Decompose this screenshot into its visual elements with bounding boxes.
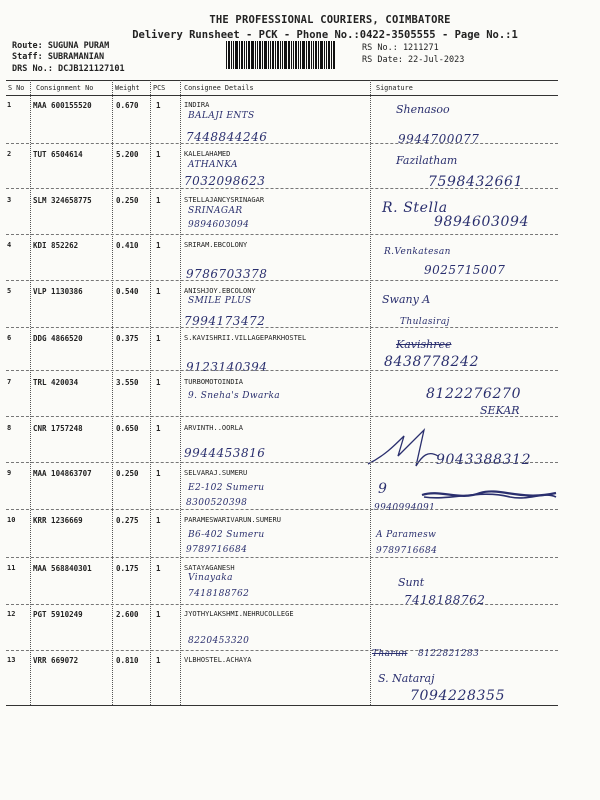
rs-date: RS Date: 22-Jul-2023 xyxy=(362,55,465,65)
consignee-name: SELVARAJ.SUMERU xyxy=(184,469,248,477)
handwritten-signature: R. Stella xyxy=(382,200,448,216)
pcs-value: 1 xyxy=(156,469,161,478)
barcode-bar xyxy=(268,41,269,69)
handwritten-phone: 9944453816 xyxy=(184,446,266,460)
weight-value: 0.275 xyxy=(116,516,139,525)
consignment-number: TRL 420034 xyxy=(33,378,79,387)
handwritten-signature-phone: 7418188762 xyxy=(404,593,486,607)
barcode-bar xyxy=(239,41,240,69)
row-sno: 13 xyxy=(7,656,16,664)
handwritten-signature: Swany A xyxy=(382,293,431,306)
column-header-consignment: Consignment No xyxy=(36,84,94,92)
column-divider xyxy=(30,80,31,705)
handwritten-signature-phone: 9944700077 xyxy=(398,132,480,146)
barcode xyxy=(226,41,356,69)
row-sno: 12 xyxy=(7,610,16,618)
row-divider xyxy=(6,604,558,605)
consignment-number: PGT 5910249 xyxy=(33,610,83,619)
column-divider xyxy=(150,80,151,705)
scratched-out-number xyxy=(420,487,560,503)
handwritten-signature: 9 xyxy=(378,481,388,497)
row-divider xyxy=(6,143,558,144)
row-divider xyxy=(6,462,558,463)
row-sno: 5 xyxy=(7,287,12,295)
handwritten-signature: Kavishree xyxy=(396,338,452,351)
barcode-bar xyxy=(318,41,319,69)
barcode-bar xyxy=(270,41,271,69)
barcode-bar xyxy=(282,41,283,69)
consignee-name: TURBOMOTOINDIA xyxy=(184,378,244,386)
handwritten-signature-phone: 8122276270 xyxy=(426,386,522,402)
handwritten-phone: 9894603094 xyxy=(188,220,250,230)
handwritten-phone: 8300520398 xyxy=(186,498,248,508)
pcs-value: 1 xyxy=(156,196,161,205)
handwritten-address: Vinayaka xyxy=(188,573,233,583)
row-sno: 10 xyxy=(7,516,16,524)
handwritten-phone: 9786703378 xyxy=(186,267,268,281)
column-header-pcs: PCS xyxy=(153,84,166,92)
barcode-bar xyxy=(246,41,247,69)
pcs-value: 1 xyxy=(156,241,161,250)
pcs-value: 1 xyxy=(156,610,161,619)
consignee-name: VLBHOSTEL.ACHAYA xyxy=(184,656,252,664)
consignee-name: ARVINTH..OORLA xyxy=(184,424,244,432)
handwritten-phone: 7994173472 xyxy=(184,314,266,328)
handwritten-phone: 7032098623 xyxy=(184,174,266,188)
barcode-bar xyxy=(262,41,263,69)
barcode-bar xyxy=(264,41,267,69)
barcode-bar xyxy=(302,41,305,69)
weight-value: 0.410 xyxy=(116,241,139,250)
row-sno: 2 xyxy=(7,150,12,158)
barcode-bar xyxy=(306,41,307,69)
column-divider xyxy=(112,80,113,705)
pcs-value: 1 xyxy=(156,564,161,573)
barcode-bar xyxy=(272,41,274,69)
row-sno: 6 xyxy=(7,334,12,342)
table-top-border xyxy=(6,80,558,81)
barcode-bar xyxy=(235,41,238,69)
consignee-name: PARAMESWARIVARUN.SUMERU xyxy=(184,516,281,524)
row-sno: 4 xyxy=(7,241,12,249)
barcode-bar xyxy=(300,41,301,69)
barcode-bar xyxy=(326,41,327,69)
barcode-bar xyxy=(293,41,294,69)
handwritten-address: ATHANKA xyxy=(188,160,238,170)
handwritten-address: SRINAGAR xyxy=(188,206,243,216)
pcs-value: 1 xyxy=(156,516,161,525)
handwritten-address: SMILE PLUS xyxy=(188,296,252,306)
consignment-number: KDI 852262 xyxy=(33,241,79,250)
weight-value: 3.550 xyxy=(116,378,139,387)
consignment-number: TUT 6504614 xyxy=(33,150,83,159)
column-header-consignee: Consignee Details xyxy=(184,84,254,92)
handwritten-signature: Shenasoo xyxy=(396,103,450,116)
pcs-value: 1 xyxy=(156,656,161,665)
pcs-value: 1 xyxy=(156,150,161,159)
column-header-weight: Weight xyxy=(115,84,140,92)
handwritten-signature: Fazilatham xyxy=(396,154,458,167)
barcode-bar xyxy=(244,41,245,69)
pcs-value: 1 xyxy=(156,287,161,296)
handwritten-signature-phone: 9789716684 xyxy=(376,546,438,556)
table-bottom-border xyxy=(6,705,558,706)
row-sno: 11 xyxy=(7,564,16,572)
row-divider xyxy=(6,370,558,371)
row-divider xyxy=(6,327,558,328)
row-divider xyxy=(6,416,558,417)
drs-number: DRS No.: DCJB121127101 xyxy=(12,64,125,74)
column-header-signature: Signature xyxy=(376,84,413,92)
handwritten-signature-phone: 7598432661 xyxy=(428,174,524,190)
barcode-bar xyxy=(257,41,258,69)
barcode-bar xyxy=(228,41,230,69)
barcode-bar xyxy=(295,41,297,69)
runsheet-subtitle: Delivery Runsheet - PCK - Phone No.:0422-3505555 - Page No.:1 xyxy=(132,29,518,41)
weight-value: 0.250 xyxy=(116,469,139,478)
barcode-bar xyxy=(233,41,234,69)
barcode-bar xyxy=(248,41,250,69)
pcs-value: 1 xyxy=(156,334,161,343)
handwritten-signature-phone: 9025715007 xyxy=(424,263,506,277)
handwritten-signature: S. Nataraj xyxy=(378,672,435,685)
handwritten-signature: Sunt xyxy=(398,576,425,589)
consignment-number: VRR 669072 xyxy=(33,656,79,665)
row-sno: 3 xyxy=(7,196,12,204)
consignment-number: KRR 1236669 xyxy=(33,516,83,525)
consignee-name: S.KAVISHRII.VILLAGEPARKHOSTEL xyxy=(184,334,307,342)
barcode-bar xyxy=(241,41,243,69)
weight-value: 0.250 xyxy=(116,196,139,205)
handwritten-phone: 8220453320 xyxy=(188,636,250,646)
handwritten-signature: SEKAR xyxy=(480,404,520,417)
consignment-number: CNR 1757248 xyxy=(33,424,83,433)
barcode-bar xyxy=(280,41,281,69)
pcs-value: 1 xyxy=(156,378,161,387)
weight-value: 0.175 xyxy=(116,564,139,573)
row-divider xyxy=(6,280,558,281)
barcode-bar xyxy=(259,41,261,69)
row-sno: 8 xyxy=(7,424,12,432)
row-divider xyxy=(6,509,558,510)
handwritten-signature-phone: 7094228355 xyxy=(410,688,506,704)
consignment-number: MAA 104863707 xyxy=(33,469,92,478)
consignee-name: KALELAHAMED xyxy=(184,150,231,158)
handwritten-phone: 9123140394 xyxy=(186,360,268,374)
barcode-bar xyxy=(277,41,279,69)
row-sno: 7 xyxy=(7,378,12,386)
barcode-bar xyxy=(288,41,290,69)
handwritten-signature-phone: 8438778242 xyxy=(384,354,480,370)
consignment-number: MAA 568840301 xyxy=(33,564,92,573)
barcode-bar xyxy=(226,41,227,69)
consignee-name: JYOTHYLAKSHMI.NEHRUCOLLEGE xyxy=(184,610,294,618)
barcode-bar xyxy=(313,41,314,69)
staff-label: Staff: SUBRAMANIAN xyxy=(12,52,105,62)
handwritten-signature-phone: Thulasiraj xyxy=(400,317,450,327)
barcode-bar xyxy=(331,41,332,69)
barcode-bar xyxy=(311,41,312,69)
handwritten-signature: A Paramesw xyxy=(376,530,437,540)
barcode-bar xyxy=(324,41,325,69)
handwritten-note: Tharun xyxy=(372,649,408,659)
handwritten-address: B6-402 Sumeru xyxy=(188,530,265,540)
consignment-number: VLP 1130386 xyxy=(33,287,83,296)
barcode-bar xyxy=(315,41,317,69)
consignment-number: SLM 324658775 xyxy=(33,196,92,205)
barcode-bar xyxy=(275,41,276,69)
barcode-bar xyxy=(308,41,310,69)
consignee-name: STELLAJANCYSRINAGAR xyxy=(184,196,265,204)
company-title: THE PROFESSIONAL COURIERS, COIMBATORE xyxy=(209,14,451,26)
rs-number: RS No.: 1211271 xyxy=(362,43,439,53)
row-sno: 1 xyxy=(7,101,12,109)
route-label: Route: SUGUNA PURAM xyxy=(12,41,110,51)
weight-value: 0.375 xyxy=(116,334,139,343)
column-divider xyxy=(370,80,371,705)
barcode-bar xyxy=(231,41,232,69)
row-divider xyxy=(6,234,558,235)
barcode-bar xyxy=(291,41,292,69)
consignee-name: SRIRAM.EBCOLONY xyxy=(184,241,248,249)
handwritten-phone: 7448844246 xyxy=(186,130,268,144)
barcode-bar xyxy=(333,41,335,69)
handwritten-address: BALAJI ENTS xyxy=(188,111,255,121)
row-divider xyxy=(6,557,558,558)
handwritten-note-phone: 8122821283 xyxy=(418,649,480,659)
weight-value: 0.650 xyxy=(116,424,139,433)
barcode-bar xyxy=(251,41,254,69)
weight-value: 0.670 xyxy=(116,101,139,110)
weight-value: 2.600 xyxy=(116,610,139,619)
barcode-bar xyxy=(320,41,323,69)
barcode-bar xyxy=(255,41,256,69)
row-divider xyxy=(6,188,558,189)
weight-value: 0.810 xyxy=(116,656,139,665)
barcode-bar xyxy=(284,41,287,69)
column-divider xyxy=(180,80,181,705)
handwritten-address: E2-102 Sumeru xyxy=(188,483,265,493)
handwritten-phone: 9789716684 xyxy=(186,545,248,555)
row-sno: 9 xyxy=(7,469,12,477)
header-divider xyxy=(6,95,558,96)
handwritten-phone: 7418188762 xyxy=(188,589,250,599)
handwritten-address: 9. Sneha's Dwarka xyxy=(188,391,281,401)
pcs-value: 1 xyxy=(156,101,161,110)
column-header-sno: S No xyxy=(8,84,25,92)
consignment-number: DDG 4866520 xyxy=(33,334,83,343)
weight-value: 5.200 xyxy=(116,150,139,159)
handwritten-signature: R.Venkatesan xyxy=(384,247,451,257)
consignment-number: MAA 600155520 xyxy=(33,101,92,110)
handwritten-signature-phone: 9894603094 xyxy=(434,214,530,230)
handwritten-signature-phone: 9043388312 xyxy=(436,452,532,468)
signature-scribble xyxy=(364,426,444,470)
consignee-name: ANISHJOY.EBCOLONY xyxy=(184,287,256,295)
pcs-value: 1 xyxy=(156,424,161,433)
consignee-name: SATAYAGANESH xyxy=(184,564,235,572)
consignee-name: INDIRA xyxy=(184,101,210,109)
handwritten-signature-phone: 9940994091 xyxy=(374,503,436,513)
weight-value: 0.540 xyxy=(116,287,139,296)
barcode-bar xyxy=(298,41,299,69)
barcode-bar xyxy=(328,41,330,69)
